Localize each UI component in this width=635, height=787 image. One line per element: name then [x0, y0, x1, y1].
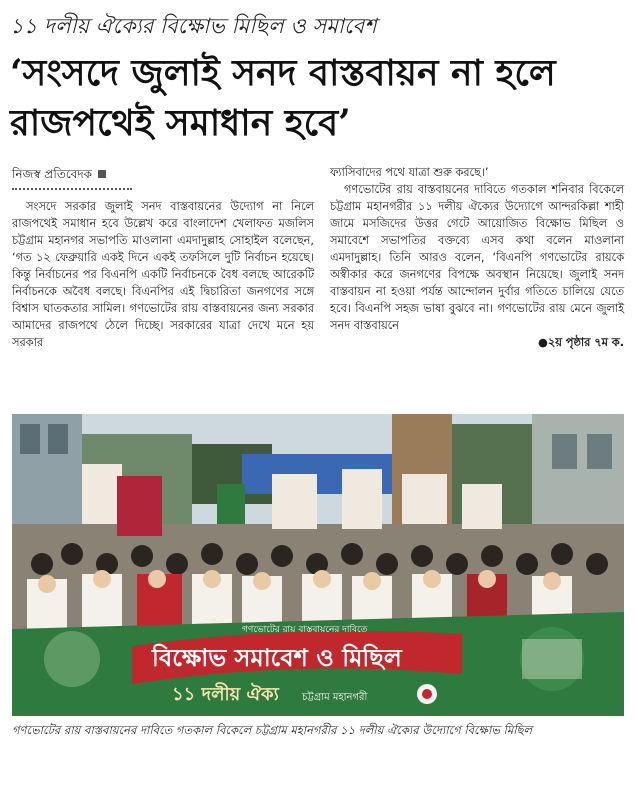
banner-title: বিক্ষোভ সমাবেশ ও মিছিল — [152, 644, 402, 672]
column-right-text: গণভোটের রায় বাস্তবায়নের দাবিতে গতকাল শনিবার বিকেলে চট্টগ্রাম মহানগরীর ১১ দলীয় ঐক্যের উদ্যোগে আন্দরকিল্লা শাহী জামে মসজিদের উত্তর গেটে আয়োজিত বিক্ষোভ মিছিল ও সমাবেশে সভাপতির বক্তব্যে এসব কথা বলেন মাওলানা এমদাদুল্লাহ। তিনি আরও বলেন, ‘বিএনপি গণভোটের রায়কে অস্বীকার করে জনগণের বিপক্ষে অবস্থান নিয়েছে। জুলাই সনদ বাস্তবায়ন না হওয়া পর্যন্ত আন্দোলন দুর্বার গতিতে চালিয়ে যেতে হবে। বিএনপি সহজ ভাষা বুঝবে না। গণভোটের রায় মেনে জুলাই সনদ বাস্তবায়নে — [330, 183, 624, 332]
column-left-text: সংসদে সরকার জুলাই সনদ বাস্তবায়নের উদ্যোগ না নিলে রাজপথেই সমাধান হবে উল্লেখ করে বাংলাদেশ খেলাফত মজলিস চট্টগ্রাম মহানগর সভাপতি মাওলানা এমদাদুল্লাহ সোহাইল বলেছেন, ‘গত ১২ ফেব্রুয়ারি একই দিনে একই তফসিলে দুটি নির্বাচন হয়েছে। কিন্তু নির্বাচনের পর বিএনপি একটি নির্বাচনকে বৈধ বলছে আরেকটি নির্বাচনকে অবৈধ বলছে। বিএনপির এই দ্বিচারিতা জনগণের সঙ্গে বিশ্বাস ঘাতকতার সামিল। গণভোটের রায় বাস্তবায়নের জন্য সরকার আমাদের রাজপথে ঠেলে দিচ্ছে। সরকারের যাত্রা দেখে মনে হয় সরকার — [12, 200, 314, 349]
column-right-lead: ফ্যাসিবাদের পথে যাত্রা শুরু করছে।’ — [330, 166, 489, 179]
continuation-jump: ●২য় পৃষ্ঠার ৭ম ক. — [538, 336, 624, 349]
byline-text: নিজস্ব প্রতিবেদক — [12, 167, 93, 181]
banner-top-text: গণভোটের রায় বাস্তবায়নের দাবিতে — [242, 625, 368, 635]
article-headline: ‘সংসদে জুলাই সনদ বাস্তবায়ন না হলে রাজপথেই সমাধান হবে’ — [10, 52, 556, 144]
byline — [12, 166, 132, 190]
photo-caption: গণভোটের রায় বাস্তবায়নের দাবিতে গতকাল বিকেলে চট্টগ্রাম মহানগরীর ১১ দলীয় ঐক্যের উদ্যোগে বিক্ষোভ মিছিল — [12, 723, 533, 737]
rally-photo-illustration — [12, 414, 624, 716]
banner-footer-small: চট্টগ্রাম মহানগরী — [302, 692, 368, 703]
rally-photo — [12, 414, 624, 716]
article-column-right — [330, 164, 624, 351]
article-kicker: ১১ দলীয় ঐক্যের বিক্ষোভ মিছিল ও সমাবেশ — [10, 14, 377, 38]
banner-footer: ১১ দলীয় ঐক্য — [172, 684, 279, 705]
article-column-left — [12, 198, 314, 351]
square-bullet-icon — [98, 170, 106, 178]
